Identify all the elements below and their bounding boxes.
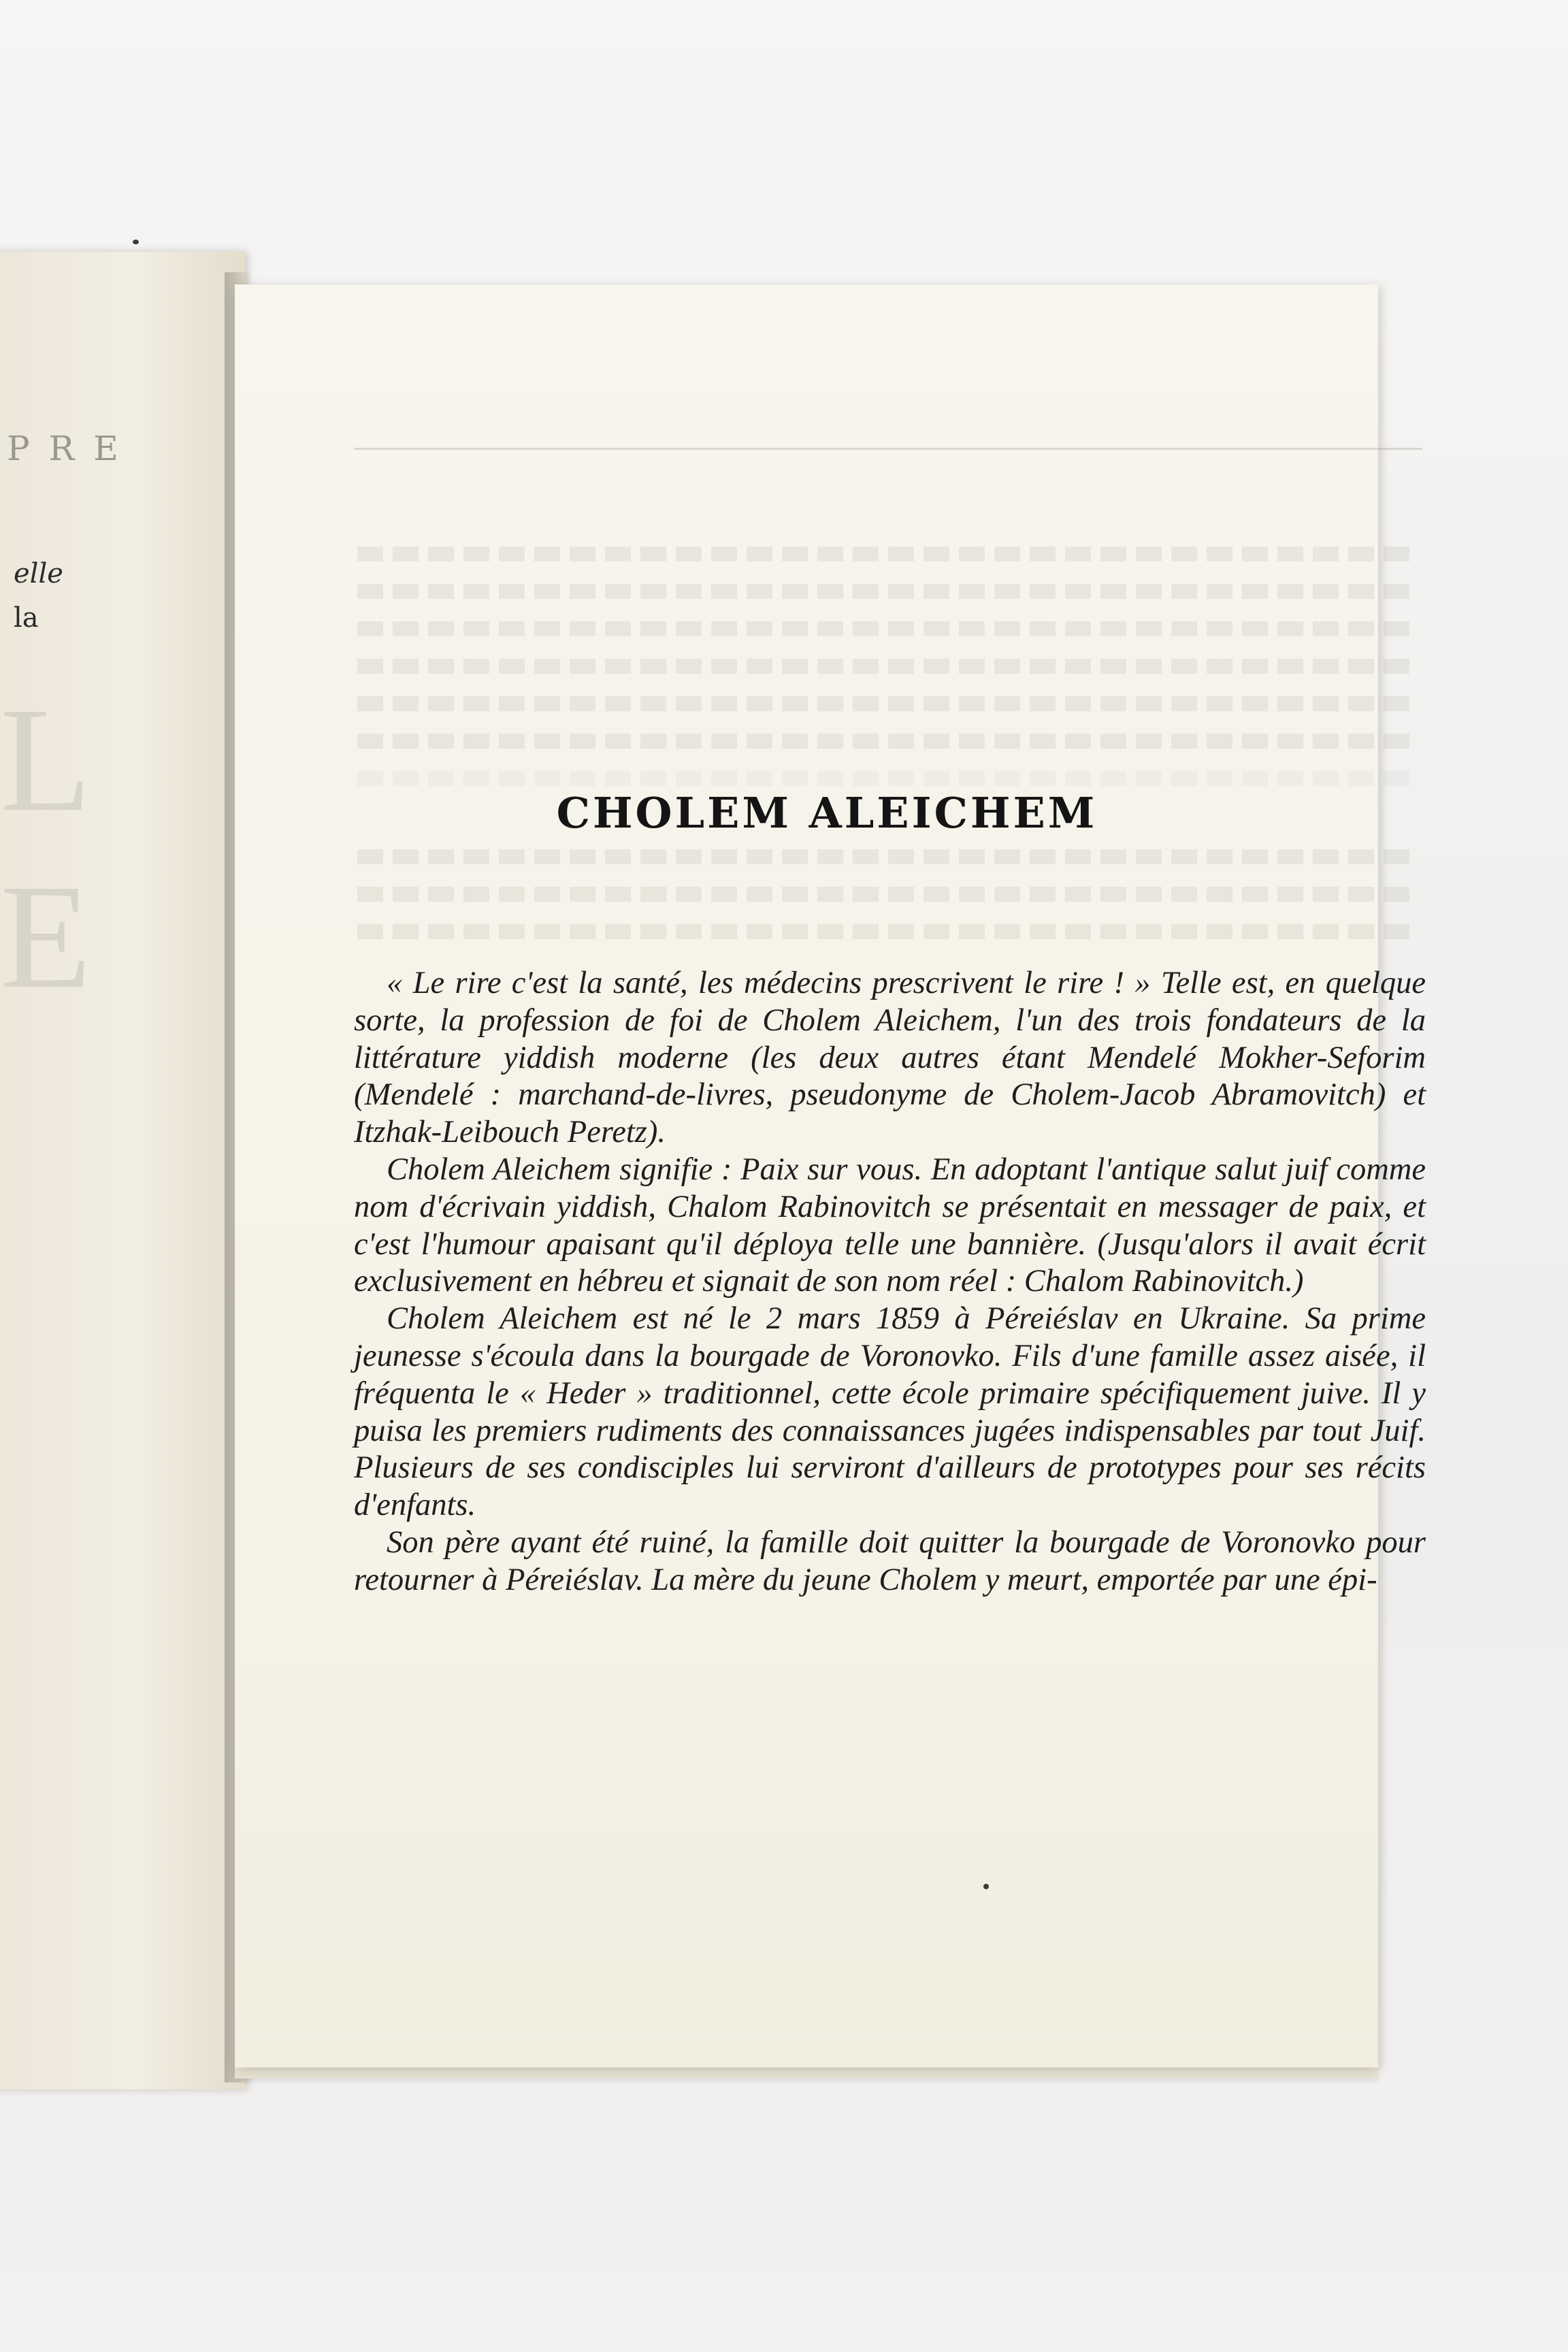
left-page bbox=[0, 252, 245, 2089]
paragraph: Son père ayant été ruiné, la famille doit quitter la bourgade de Voronovko pour retourner à Péreiéslav. La mère du jeune Cholem y meurt, emportée par une épi- bbox=[354, 1524, 1426, 1597]
show-through-header-rule bbox=[354, 448, 1422, 450]
show-through-line bbox=[357, 734, 1419, 749]
left-page-text-fragment: la bbox=[14, 602, 39, 634]
show-through-line bbox=[357, 621, 1419, 636]
right-page bbox=[235, 284, 1426, 2068]
show-through-line bbox=[357, 659, 1419, 674]
paragraph: Cholem Aleichem signifie : Paix sur vous. En adoptant l'antique salut juif comme nom d'écrivain yiddish, Chalom Rabinovitch se présentait en messager de paix, et c'est l'humour apaisant qu'il déploya telle une bannière. (Jusqu'alors il avait écrit exclusivement en hébreu et signait de son nom réel : Chalom Rabinovitch.) bbox=[354, 1152, 1426, 1299]
show-through-line bbox=[357, 887, 1419, 902]
page-speck bbox=[983, 1884, 989, 1889]
page-title: CHOLEM ALEICHEM bbox=[556, 788, 1098, 838]
show-through-line bbox=[357, 771, 1419, 786]
show-through-line bbox=[357, 849, 1419, 864]
left-page-header: PRE bbox=[7, 429, 137, 468]
show-through-line bbox=[357, 546, 1419, 561]
left-page-text-fragment: elle bbox=[14, 558, 63, 589]
show-through-line bbox=[357, 924, 1419, 939]
show-through-line bbox=[357, 584, 1419, 599]
left-page-large-letter: E bbox=[0, 853, 92, 1019]
speck bbox=[133, 240, 139, 244]
show-through-line bbox=[357, 696, 1419, 711]
paragraph: « Le rire c'est la santé, les médecins prescrivent le rire ! » Telle est, en quelque sorte, la profession de foi de Cholem Aleichem, l'un des trois fondateurs de la littérature yiddish moderne (les deux autres étant Mendelé Mokher-Seforim (Mendelé : marchand-de-livres, pseudonyme de Cholem-Jacob Abramovitch) et Itzhak-Leibouch Peretz). bbox=[354, 966, 1426, 1150]
body-text bbox=[354, 965, 1426, 1599]
left-page-large-letter: L bbox=[0, 676, 92, 843]
paragraph: Cholem Aleichem est né le 2 mars 1859 à Péreiéslav en Ukraine. Sa prime jeunesse s'écoula dans la bourgade de Voronovko. Fils d'une famille assez aisée, il fréquenta le « Heder » traditionnel, cette école primaire spécifiquement juive. Il y puisa les premiers rudiments des connaissances jugées indispensables par tout Juif. Plusieurs de ses condisciples lui serviront d'ailleurs de prototypes pour ses récits d'enfants. bbox=[354, 1301, 1426, 1523]
